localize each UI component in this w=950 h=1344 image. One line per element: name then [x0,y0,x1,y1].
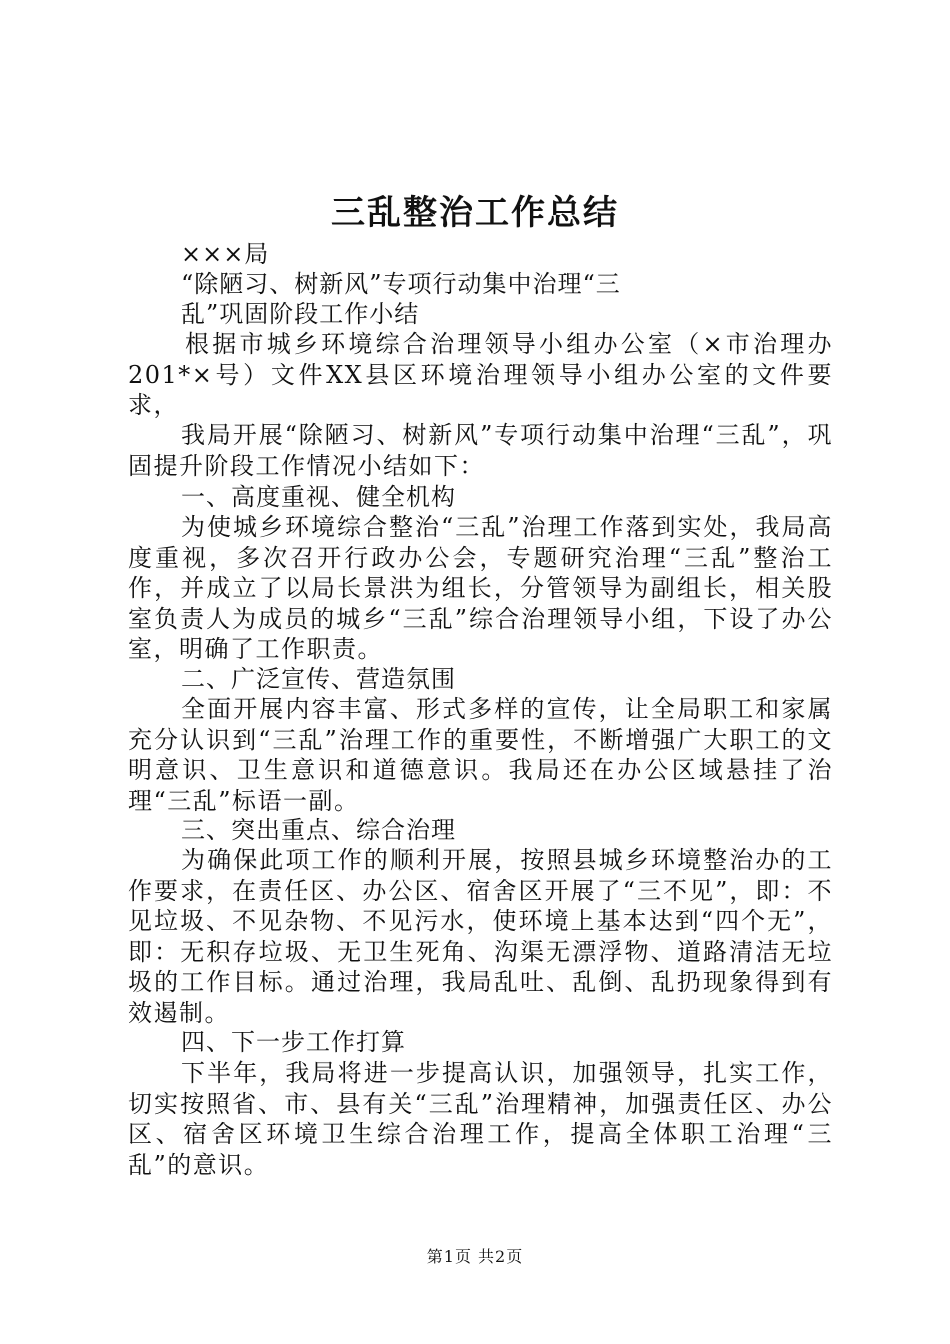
section-body-2: 全面开展内容丰富、形式多样的宣传，让全局职工和家属充分认识到“三乱”治理工作的重要性，不断增强广大职工的文明意识、卫生意识和道德意识。我局还在办公区域悬挂了治理“三乱”标语一副。 [128,695,833,815]
intro-paragraph-2: 我局开展“除陋习、树新风”专项行动集中治理“三乱”，巩固提升阶段工作情况小结如下： [128,421,833,480]
section-heading-2: 二、广泛宣传、营造氛围 [181,665,456,693]
section-body-3: 为确保此项工作的顺利开展，按照县城乡环境整治办的工作要求，在责任区、办公区、宿舍区开展了“三不见”，即：不见垃圾、不见杂物、不见污水，使环境上基本达到“四个无”，即：无积存垃圾、无卫生死角、沟渠无漂浮物、道路清洁无垃圾的工作目标。通过治理，我局乱吐、乱倒、乱扔现象得到有效遏制。 [128,846,833,1027]
section-body-4: 下半年，我局将进一步提高认识，加强领导，扎实工作，切实按照省、市、县有关“三乱”治理精神，加强责任区、办公区、宿舍区环境卫生综合治理工作，提高全体职工治理“三乱”的意识。 [128,1059,833,1179]
intro-paragraph: 根据市城乡环境综合治理领导小组办公室（×市治理办201*×号）文件XX县区环境治理领导小组办公室的文件要求， [128,330,833,419]
subtitle-line-1: “除陋习、树新风”专项行动集中治理“三 [181,270,621,298]
org-name: ×××局 [181,240,270,268]
section-body-1: 为使城乡环境综合整治“三乱”治理工作落到实处，我局高度重视，多次召开行政办公会，专题研究治理“三乱”整治工作，并成立了以局长景洪为组长，分管领导为副组长，相关股室负责人为成员的城乡“三乱”综合治理领导小组，下设了办公室，明确了工作职责。 [128,513,833,663]
section-heading-1: 一、高度重视、健全机构 [181,483,456,511]
subtitle-line-2: 乱”巩固阶段工作小结 [181,300,420,328]
section-heading-3: 三、突出重点、综合治理 [181,816,456,844]
page-footer: 第1页 共2页 [426,1247,524,1266]
section-heading-4: 四、下一步工作打算 [181,1028,406,1056]
document-title: 三乱整治工作总结 [331,193,619,233]
